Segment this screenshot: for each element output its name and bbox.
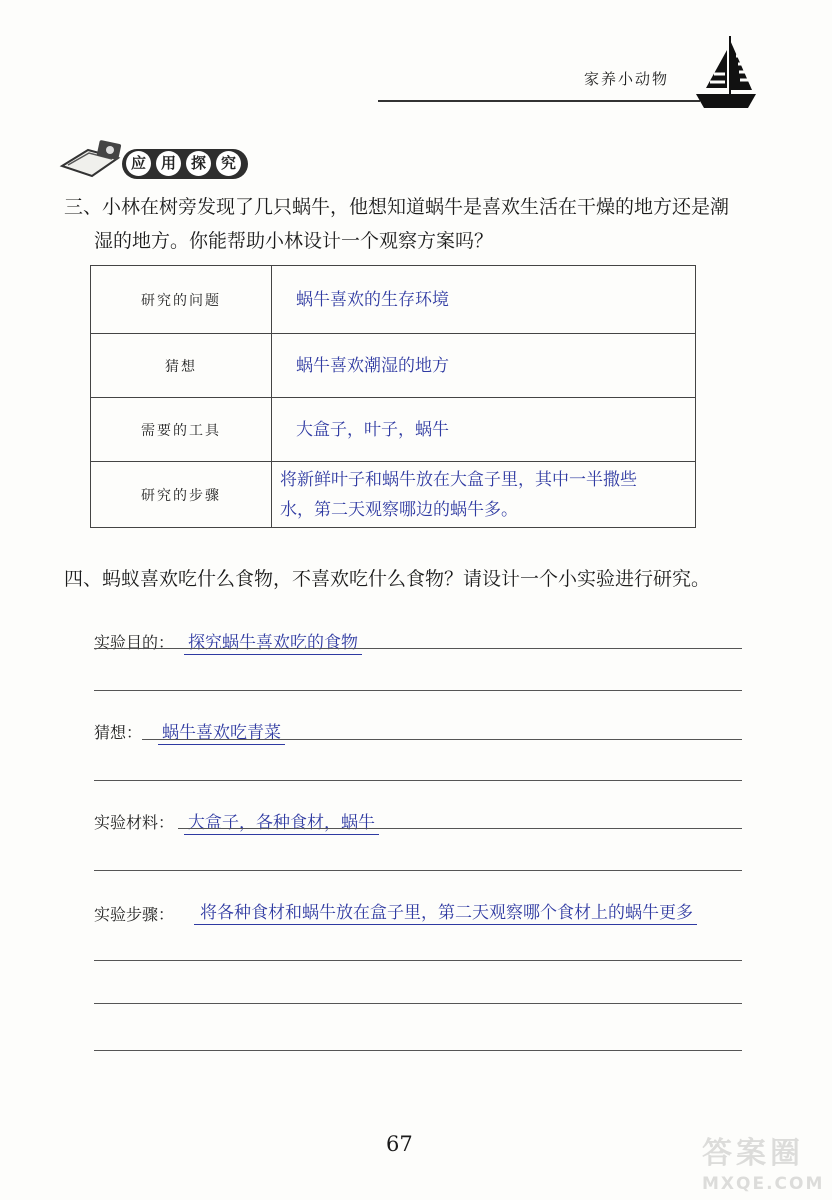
badge-char: 究: [216, 151, 241, 176]
answer-line: [142, 739, 742, 740]
answer-line: [94, 870, 742, 871]
header-rule: [378, 100, 700, 102]
answer-line: [94, 1050, 742, 1051]
row-answer: 大盒子，叶子，蜗牛: [272, 398, 696, 462]
answer-line: [94, 690, 742, 691]
table-row: [91, 266, 696, 334]
table-row: [91, 398, 696, 462]
purpose-answer: 探究蜗牛喜欢吃的食物: [184, 628, 362, 655]
steps-label: 实验步骤：: [94, 905, 175, 924]
badge-char: 用: [156, 151, 181, 176]
book-icon: [58, 140, 130, 180]
badge-char: 探: [186, 151, 211, 176]
answer-line: [94, 1003, 742, 1004]
page-number: 67: [386, 1132, 413, 1156]
guess-label: 猜想：: [94, 723, 143, 742]
guess-answer: 蜗牛喜欢吃青菜: [158, 718, 285, 745]
row-label: 研究的步骤: [91, 462, 272, 528]
badge-char: 应: [126, 151, 151, 176]
watermark: [702, 1128, 825, 1194]
row-answer-line2: 水，第二天观察哪边的蜗牛多。: [280, 499, 518, 520]
row-answer-line1: 将新鲜叶子和蜗牛放在大盒子里，其中一半撒些: [280, 469, 637, 490]
table-row: [91, 334, 696, 398]
chapter-title: 家养小动物: [584, 70, 670, 88]
row-label: 研究的问题: [91, 266, 272, 334]
question-3-line1: 三、小林在树旁发现了几只蜗牛，他想知道蜗牛是喜欢生活在干燥的地方还是潮: [64, 196, 730, 218]
row-label: 需要的工具: [91, 398, 272, 462]
row-answer: 蜗牛喜欢的生存环境: [272, 266, 696, 334]
materials-label: 实验材料：: [94, 813, 175, 832]
question-4: 四、蚂蚁喜欢吃什么食物，不喜欢吃什么食物？请设计一个小实验进行研究。: [64, 568, 711, 590]
question-3: [64, 190, 784, 258]
answer-line: [94, 648, 742, 649]
steps-answer: 将各种食材和蜗牛放在盒子里，第二天观察哪个食材上的蜗牛更多: [194, 898, 697, 925]
answer-line: [178, 828, 742, 829]
purpose-label: 实验目的：: [94, 633, 175, 652]
answer-line: [94, 780, 742, 781]
sailboat-icon: [692, 34, 760, 112]
row-answer: 蜗牛喜欢潮湿的地方: [272, 334, 696, 398]
answer-line: [94, 960, 742, 961]
section-badge: [58, 136, 248, 180]
watermark-line1: 答案圈: [702, 1136, 804, 1171]
row-answer: [272, 462, 696, 528]
observation-plan-table: [90, 265, 696, 528]
question-3-line2: 湿的地方。你能帮助小林设计一个观察方案吗？: [94, 230, 494, 252]
table-row: [91, 462, 696, 528]
row-label: 猜想: [91, 334, 272, 398]
watermark-line2: MXQE.COM: [702, 1174, 825, 1194]
materials-answer: 大盒子，各种食材，蜗牛: [184, 808, 379, 835]
